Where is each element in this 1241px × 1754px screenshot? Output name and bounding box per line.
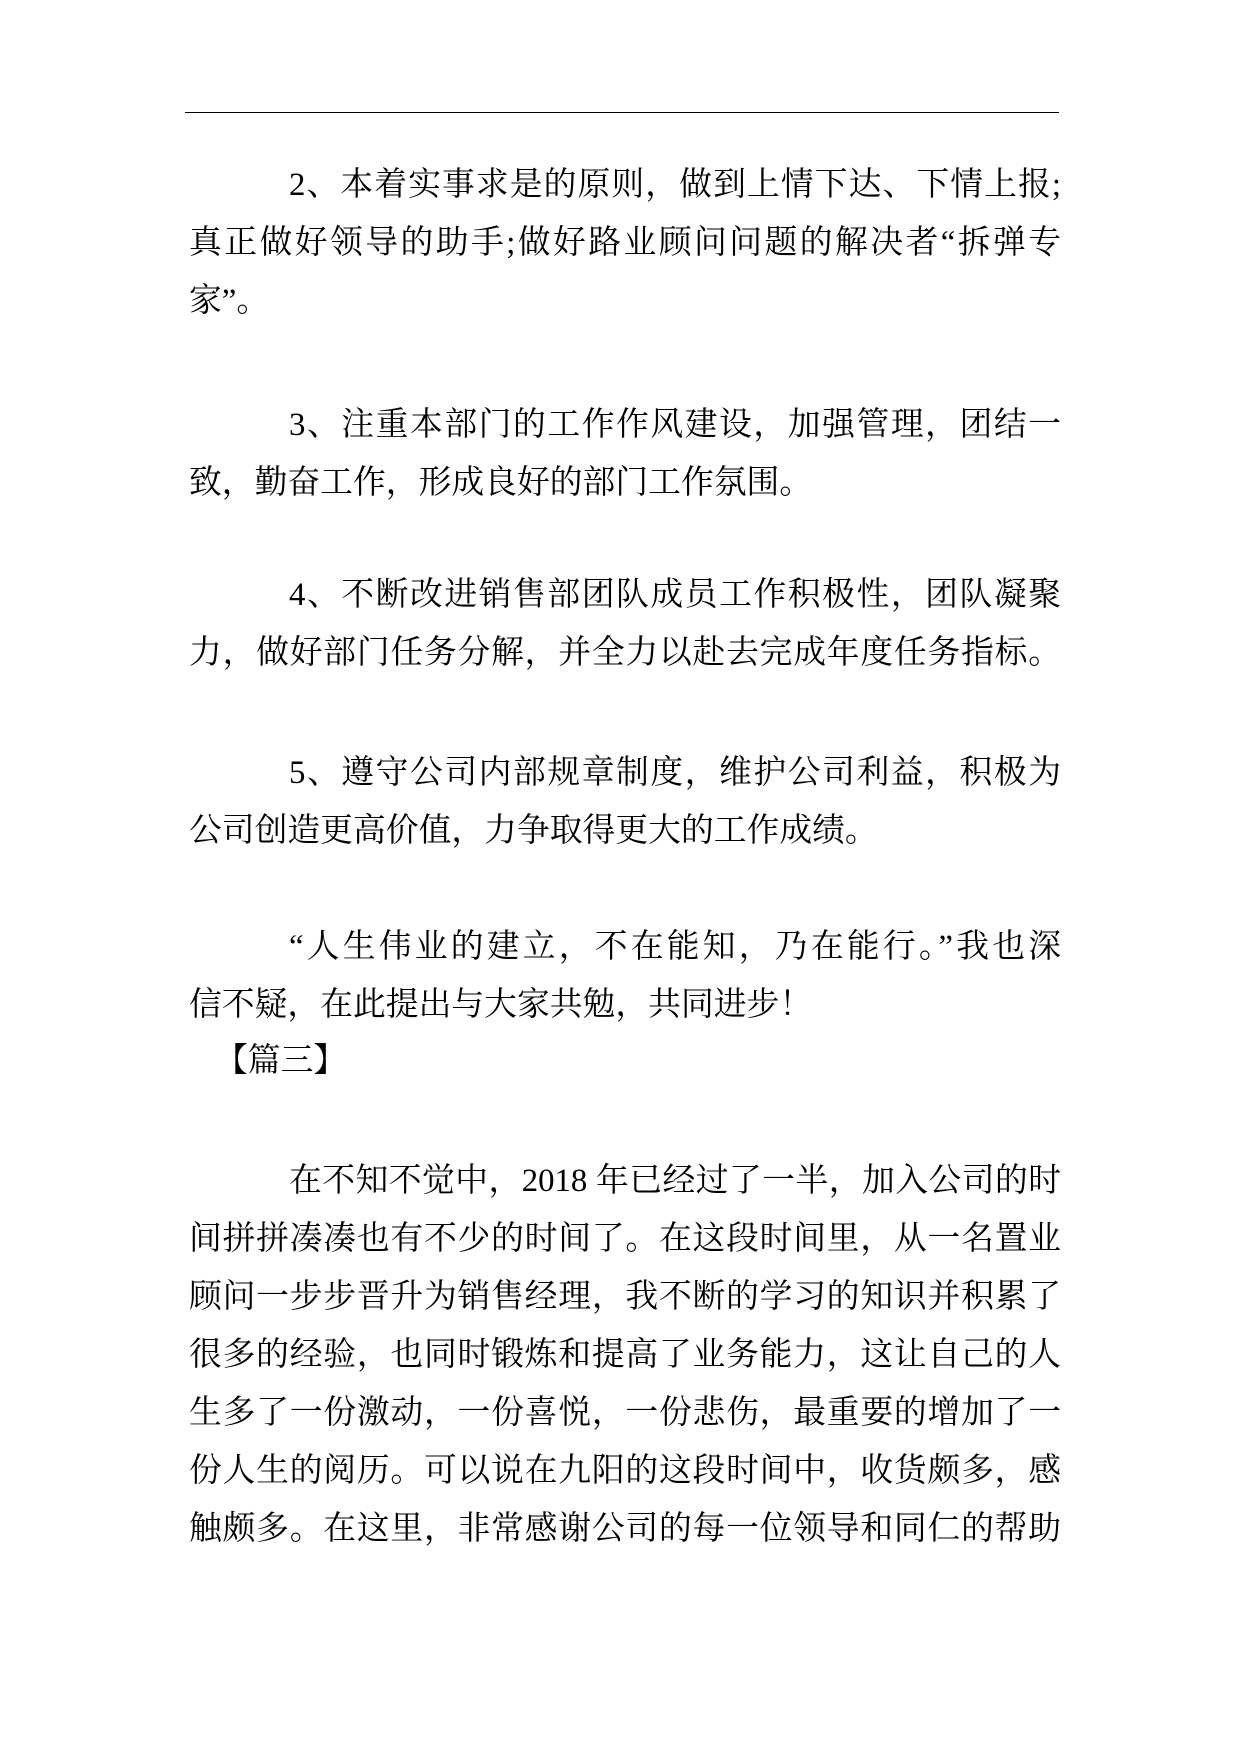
text-line: 5、遵守公司内部规章制度，维护公司利益，积极为 <box>289 755 1061 791</box>
text-line: 触颇多。在这里，非常感谢公司的每一位领导和同仁的帮助 <box>189 1511 1061 1547</box>
section-heading <box>189 1032 1061 1090</box>
text-line: 生多了一份激动，一份喜悦，一份悲伤，最重要的增加了一 <box>189 1395 1061 1431</box>
paragraph <box>189 396 1061 512</box>
section-heading-text: 【篇三】 <box>215 1043 347 1079</box>
paragraph <box>189 744 1061 860</box>
text-line: 2、本着实事求是的原则，做到上情下达、下情上报; <box>289 167 1061 203</box>
paragraph <box>189 566 1061 682</box>
paragraph <box>189 156 1061 330</box>
text-line: 力，做好部门任务分解，并全力以赴去完成年度任务指标。 <box>189 635 1061 671</box>
text-line: 真正做好领导的助手;做好路业顾问问题的解决者“拆弹专 <box>189 225 1061 261</box>
paragraph <box>189 1152 1061 1558</box>
text-line: 份人生的阅历。可以说在九阳的这段时间中，收货颇多，感 <box>189 1453 1061 1489</box>
text-line: “人生伟业的建立，不在能知，乃在能行。”我也深 <box>289 929 1061 965</box>
text-line: 信不疑，在此提出与大家共勉，共同进步！ <box>189 987 813 1023</box>
text-line: 家”。 <box>189 283 270 319</box>
header-rule <box>185 112 1059 113</box>
text-line: 很多的经验，也同时锻炼和提高了业务能力，这让自己的人 <box>189 1337 1061 1373</box>
quote-paragraph <box>189 918 1061 1034</box>
text-line: 公司创造更高价值，力争取得更大的工作成绩。 <box>189 813 878 849</box>
text-line: 4、不断改进销售部团队成员工作积极性，团队凝聚 <box>289 577 1061 613</box>
text-line: 在不知不觉中，2018 年已经过了一半，加入公司的时 <box>289 1163 1061 1199</box>
text-line: 间拼拼凑凑也有不少的时间了。在这段时间里，从一名置业 <box>189 1221 1061 1257</box>
text-line: 致，勤奋工作，形成良好的部门工作氛围。 <box>189 465 813 501</box>
text-line: 顾问一步步晋升为销售经理，我不断的学习的知识并积累了 <box>189 1279 1061 1315</box>
text-line: 3、注重本部门的工作作风建设，加强管理，团结一 <box>289 407 1061 443</box>
